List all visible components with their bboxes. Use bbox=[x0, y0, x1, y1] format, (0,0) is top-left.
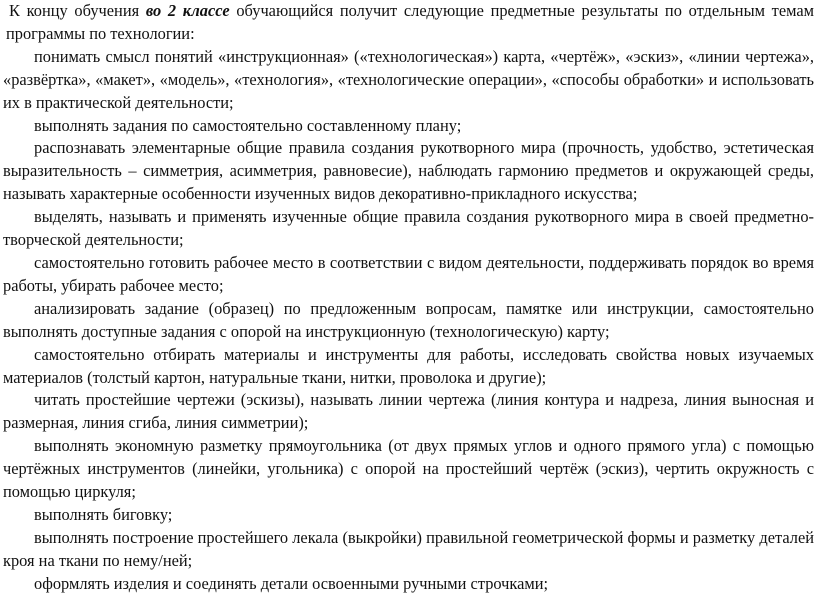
list-item: анализировать задание (образец) по предложенным вопросам, памятке или инструкции, самостоятельно выполнять доступные задания с опорой на инструкционную (технологическую) карту; bbox=[3, 298, 814, 341]
list-item: выполнять экономную разметку прямоугольника (от двух прямых углов и одного прямого угла) с помощью чертёжных инструментов (линейки, угольника) с опорой на простейший чертёж (эскиз), чертить окружность с помощью циркуля; bbox=[3, 436, 814, 502]
list-item: понимать смысл понятий «инструкционная» («технологическая») карта, «чертёж», «эскиз», «линии чертежа», «развёртка», «макет», «модель», «технология», «технологические операции», «способы обработки» и использовать их в практической деятельности; bbox=[3, 46, 814, 112]
list-item: самостоятельно отбирать материалы и инструменты для работы, исследовать свойства новых изучаемых материалов (толстый картон, натуральные ткани, нитки, проволока и другие); bbox=[3, 344, 814, 387]
list-item: выполнять построение простейшего лекала (выкройки) правильной геометрической формы и разметку деталей кроя на ткани по нему/ней; bbox=[3, 527, 814, 570]
list-item: выделять, называть и применять изученные общие правила создания рукотворного мира в своей предметно-творческой деятельности; bbox=[3, 207, 814, 250]
list-item: самостоятельно готовить рабочее место в соответствии с видом деятельности, поддерживать порядок во время работы, убирать рабочее место; bbox=[3, 252, 814, 295]
list-item: выполнять биговку; bbox=[34, 504, 173, 524]
list-item: распознавать элементарные общие правила создания рукотворного мира (прочность, удобство, эстетическая выразительность – симметрия, асимметрия, равновесие), наблюдать гармонию предметов и окружающей среды, называть характерные особенности изученных видов декоративно-прикладного искусства; bbox=[3, 138, 814, 204]
list-item: выполнять задания по самостоятельно составленному плану; bbox=[34, 115, 462, 135]
grade-emphasis: во 2 классе bbox=[145, 1, 230, 20]
intro-text-after: обучающийся получит следующие предметные результаты по отдельным темам программы по технологии: bbox=[6, 1, 815, 43]
list-item: оформлять изделия и соединять детали освоенными ручными строчками; bbox=[34, 573, 549, 593]
list-item: читать простейшие чертежи (эскизы), называть линии чертежа (линия контура и надреза, линия выносная и размерная, линия сгиба, линия симметрии); bbox=[3, 390, 814, 433]
intro-paragraph bbox=[3, 0, 814, 46]
intro-text-before: К концу обучения bbox=[9, 1, 146, 20]
